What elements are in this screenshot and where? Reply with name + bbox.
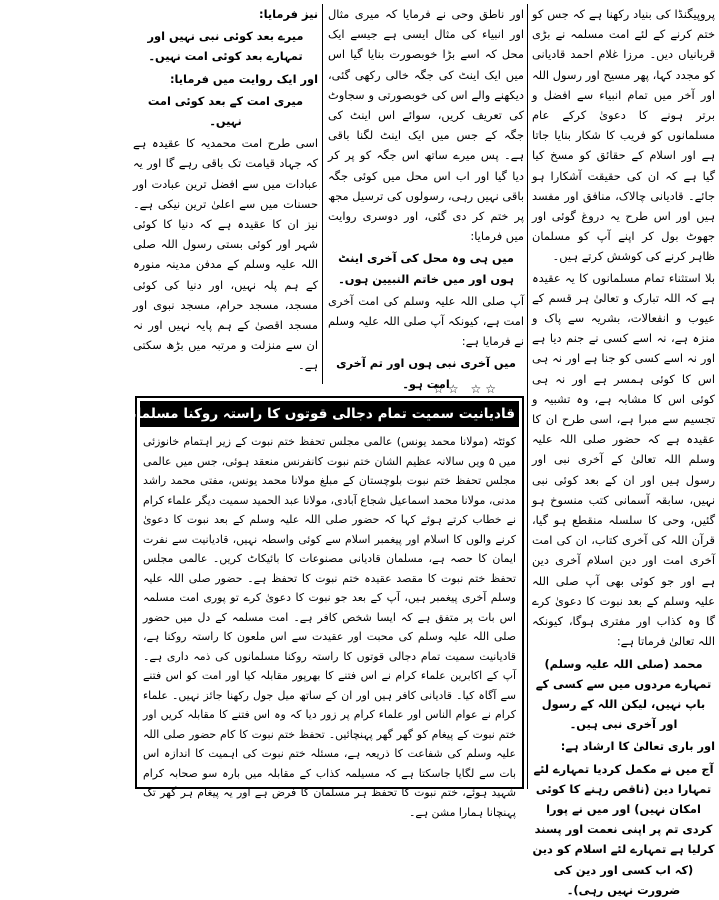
paragraph: پروپیگنڈا کی بنیاد رکھنا ہے کہ جس کو ختم کرنے کے لئے امت مسلمہ نے بڑی قربانیاں دیں۔ مرزا غلام احمد قادیانی کو مجدد کہا، پھر مسیح اور رسول اللہ اور آخر میں تمام انبیاء سے افضل و برتر ہونے کا دعویٰ کرکے عام مسلمانوں کو فریب کا شکار بنایا جاتا ہے اور اسلام کے حقائق کو مسخ کیا گیا ہے کہ ان کی حقیقت آشکارا ہو جائے۔ قادیانی چالاک، منافق اور مفسد ہیں اور اس طرح یہ دروغ گوئی اور جھوٹ بول کر اپنے آپ کو مسلمان ظاہر کرنے کی کوشش کرتے ہیں۔	[532, 7, 715, 264]
paragraph: اور باری تعالیٰ کا ارشاد ہے:	[560, 739, 715, 754]
left-column	[133, 4, 318, 384]
column-divider	[527, 4, 528, 789]
news-body: کوئٹہ (مولانا محمد یونس) عالمی مجلس تحفظ ختم نبوت کے زیر اہتمام خانوزئی میں ۵ ویں سالانہ عظیم الشان ختم نبوت کانفرنس منعقد ہوئی، جس میں عالمی مجلس تحفظ ختم نبوت بلوچستان کے مبلغ مولانا محمد یونس، مفتی محمد راشد مدنی، مولانا محمد اسماعیل شجاع آبادی، مولانا عبد الحمید سمیت دیگر علماء کرام نے خطاب کرتے ہوئے کہا کہ حضور صلی اللہ علیہ وسلم کے بعد نبوت کا دعویٰ کرنے والوں کا اسلام اور پیغمبر اسلام سے کوئی واسطہ نہیں، قادیانیت سے نفرت ایمان کا حصہ ہے، مسلمان قادیانی مصنوعات کا بائیکاٹ کریں۔ عالمی مجلس تحفظ ختم نبوت کا مقصد عقیدہ ختم نبوت کا تحفظ ہے۔ حضور صلی اللہ علیہ وسلم آخری پیغمبر ہیں، آپ کے بعد جو نبوت کا دعویٰ کرے تو پوری امت مسلمہ اس بات پر متفق ہے کہ ایسا شخص کافر ہے۔ امت مسلمہ کے دل میں حضور صلی اللہ علیہ وسلم کی محبت اور عقیدت سے اس ملعون کا راستہ روکنا ہے، قادیانیت سمیت تمام دجالی قوتوں کا راستہ روکنا مسلمانوں کی ذمہ داری ہے۔ آپ کے اکابرین علماء کرام نے اس فتنے کا بھرپور مقابلہ کیا اور امت کو اس فتنے سے آگاہ کیا۔ قادیانی کافر ہیں اور ان کے ساتھ میل جول رکھنا جائز نہیں۔ علماء کرام نے عوام الناس اور علماء کرام پر زور دیا کہ وہ اس فتنے کا مقابلہ کریں اور ختم نبوت کے پیغام کو گھر گھر پہنچائیں۔ تحفظ ختم نبوت کا کام حضور صلی اللہ علیہ وسلم کی شفاعت کا ذریعہ ہے، مسئلہ ختم نبوت کی اہمیت کا اندازہ اس بات سے لگایا جاسکتا ہے کہ مسیلمہ کذاب کے مقابلہ میں بارہ سو صحابہ کرام شہید ہوئے، ختم نبوت کا تحفظ ہر مسلمان کا فرض ہے اور یہ پیغام ہر گھر تک پہنچانا ہمارا مشن ہے۔	[143, 435, 516, 819]
paragraph: آپ صلی اللہ علیہ وسلم کی امت آخری امت ہے، کیونکہ آپ صلی اللہ علیہ وسلم نے فرمایا ہے:	[328, 293, 524, 349]
paragraph: اور ایک روایت میں فرمایا:	[169, 71, 318, 86]
middle-column	[328, 4, 524, 391]
column-divider	[322, 4, 323, 384]
quran-quote: آج میں نے مکمل کردیا تمہارے لئے تمہارا دین (ناقص رہنے کا کوئی امکان نہیں) اور میں نے پورا کردی تم پر اپنی نعمت اور پسند کرلیا ہے تمہارے لئے اسلام کو دین (کہ اب کسی اور دین کی ضرورت نہیں رہی)۔	[532, 761, 715, 897]
right-column	[532, 4, 715, 897]
hadith-quote: میں ہی وہ محل کی آخری اینٹ ہوں اور میں خاتم النبیین ہوں۔	[338, 251, 514, 286]
hadith-quote: میرے بعد کوئی نبی نہیں اور تمہارے بعد کوئی امت نہیں۔	[147, 29, 304, 64]
news-headline: قادیانیت سمیت تمام دجالی قوتوں کا راستہ روکنا مسلمانوں کی ذمہ داری ہے	[140, 401, 519, 427]
paragraph: بلا استثناء تمام مسلمانوں کا یہ عقیدہ ہے کہ اللہ تبارک و تعالیٰ ہر قسم کے عیوب و انفعالات، بشریہ سے پاک و منزہ ہے، نہ اسے کسی نے جنم دیا ہے اور نہ اسے کسی کو جنا ہے اور نہ ہی اس کا کوئی ہمسر ہے اور نہ ہی کوئی اس کا مشابہ ہے، وہ تشبیہ و تجسیم سے مبرا ہے، اسی طرح ان کا عقیدہ ہے کہ حضور صلی اللہ علیہ وسلم اللہ تعالیٰ کے آخری نبی اور رسول ہیں اور ان کے بعد کوئی نبی نہیں، سابقہ آسمانی کتب منسوخ ہو گئیں، وحی کا سلسلہ منقطع ہو گیا، قرآن اللہ کی آخری کتاب، ان کی امت آخری امت اور دین اسلام آخری دین ہے اور جو کوئی بھی آپ صلی اللہ علیہ وسلم کے بعد نبوت کا دعویٰ کرے گا وہ کذاب اور مفتری ہوگا، کیونکہ اللہ تعالیٰ فرماتا ہے:	[532, 270, 715, 649]
quran-quote: محمد (صلی اللہ علیہ وسلم) تمہارے مردوں میں سے کسی کے باپ نہیں، لیکن اللہ کے رسول اور آخری نبی ہیں۔	[535, 656, 712, 732]
hadith-quote: میں آخری نبی ہوں اور تم آخری امت ہو۔	[336, 356, 516, 391]
paragraph: نیز فرمایا:	[259, 7, 318, 21]
hadith-quote: میری امت کے بعد کوئی امت نہیں۔	[147, 93, 304, 129]
document-page	[0, 4, 715, 897]
paragraph: اور ناطق وحی نے فرمایا کہ میری مثال اور انبیاء کی مثال ایسی ہے جیسے ایک محل کہ اسے بڑا خوبصورت بنایا گیا اس میں ایک اینٹ کی جگہ خالی رکھی گئی، دیکھنے والے اس کی خوبصورتی و سجاوٹ کی تعریف کریں، سوائے اس اینٹ کی جگہ کے جس میں ایک اینٹ لگنا باقی ہے۔ پس میرے ساتھ اس جگہ کو پر کر دیا گیا اور اب اس محل میں کوئی جگہ باقی نہیں رہی، رسولوں کی ترسیل مجھ پر ختم کر دی گئی، اور دوسری روایت میں فرمایا:	[328, 7, 524, 244]
news-box	[0, 396, 524, 819]
section-separator-stars: ☆☆ ☆☆	[433, 382, 500, 396]
paragraph: اسی طرح امت محمدیہ کا عقیدہ ہے کہ جہاد قیامت تک باقی رہے گا اور یہ عبادات میں سے افضل ترین عبادت اور حسنات میں سے اعلیٰ ترین نیکی ہے۔ نیز ان کا عقیدہ ہے کہ دنیا کا کوئی شہر اور کوئی بستی رسول اللہ صلی اللہ علیہ وسلم کے مدفن مدینہ منورہ کے ہم پلہ نہیں، اور دنیا کی کوئی مسجد، مسجد حرام، مسجد نبوی اور مسجد اقصیٰ کے ہم پایہ نہیں اور نہ ان سے منزلت و مرتبہ میں بڑھ سکتی ہے۔	[133, 136, 318, 373]
